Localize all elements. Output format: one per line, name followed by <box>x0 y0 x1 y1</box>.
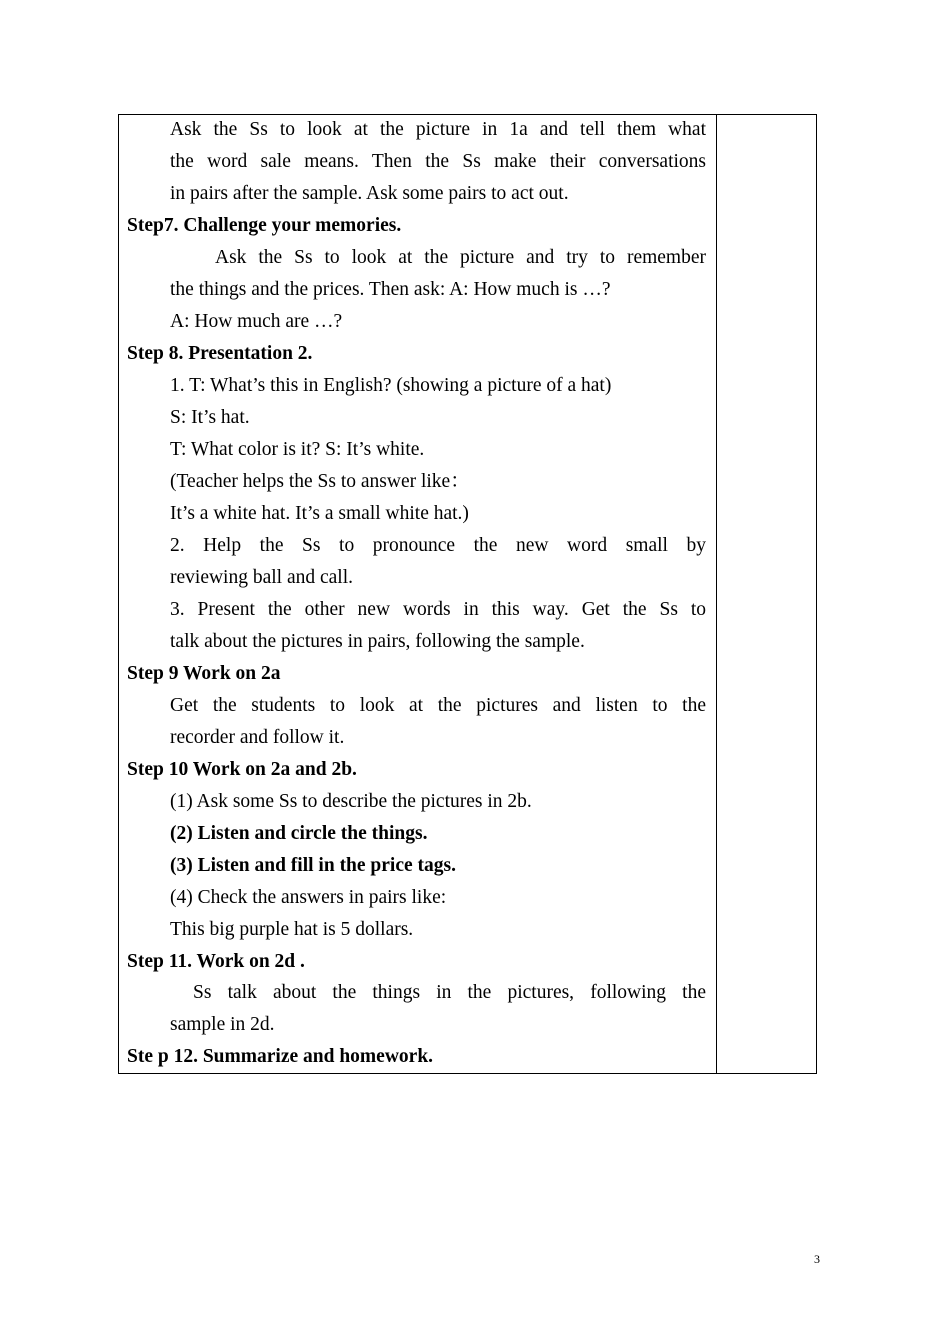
page-number: 3 <box>814 1252 820 1266</box>
step-heading: Step 9 Work on 2a <box>127 663 281 684</box>
step-text-line: (1) Ask some Ss to describe the pictures in 2b. <box>170 791 532 812</box>
step-text-line: talk about the pictures in pairs, following the sample. <box>170 631 585 652</box>
step-text-line: (Teacher helps the Ss to answer like： <box>170 471 470 492</box>
step-text-line: the things and the prices. Then ask: A: How much is …? <box>170 279 611 300</box>
step-text-line: (4) Check the answers in pairs like: <box>170 887 447 908</box>
step-text-line: Ask the Ss to look at the picture in 1a and tell them what <box>170 119 706 140</box>
step-text-line: T: What color is it? S: It’s white. <box>170 439 425 460</box>
step-heading: Step 11. Work on 2d . <box>127 951 305 972</box>
step-text-line: 2. Help the Ss to pronounce the new word small by <box>170 535 706 556</box>
step-text-line: A: How much are …? <box>170 311 343 332</box>
step-text-line: S: It’s hat. <box>170 407 250 428</box>
step-text-line: sample in 2d. <box>170 1014 275 1035</box>
step-text-line: recorder and follow it. <box>170 727 345 748</box>
step-text-line: Get the students to look at the pictures and listen to the <box>170 695 706 716</box>
step-heading: Ste p 12. Summarize and homework. <box>127 1046 434 1067</box>
step-text-line: It’s a white hat. It’s a small white hat.) <box>170 503 469 524</box>
step-heading: Step 10 Work on 2a and 2b. <box>127 759 357 780</box>
step-text-line: 3. Present the other new words in this way. Get the Ss to <box>170 599 706 620</box>
step-text-line: in pairs after the sample. Ask some pairs to act out. <box>170 183 569 204</box>
step-heading: (2) Listen and circle the things. <box>170 823 428 844</box>
column-divider <box>716 115 717 1073</box>
step-heading: (3) Listen and fill in the price tags. <box>170 855 456 876</box>
step-text-line: 1. T: What’s this in English? (showing a picture of a hat) <box>170 375 612 396</box>
step-text-line: reviewing ball and call. <box>170 567 354 588</box>
step-text-line: Ss talk about the things in the pictures, following the <box>193 982 706 1003</box>
step-heading: Step 8. Presentation 2. <box>127 343 313 364</box>
step-text-line: Ask the Ss to look at the picture and try to remember <box>215 247 706 268</box>
step-heading: Step7. Challenge your memories. <box>127 215 402 236</box>
step-text-line: the word sale means. Then the Ss make their conversations <box>170 151 706 172</box>
step-text-line: This big purple hat is 5 dollars. <box>170 919 414 940</box>
